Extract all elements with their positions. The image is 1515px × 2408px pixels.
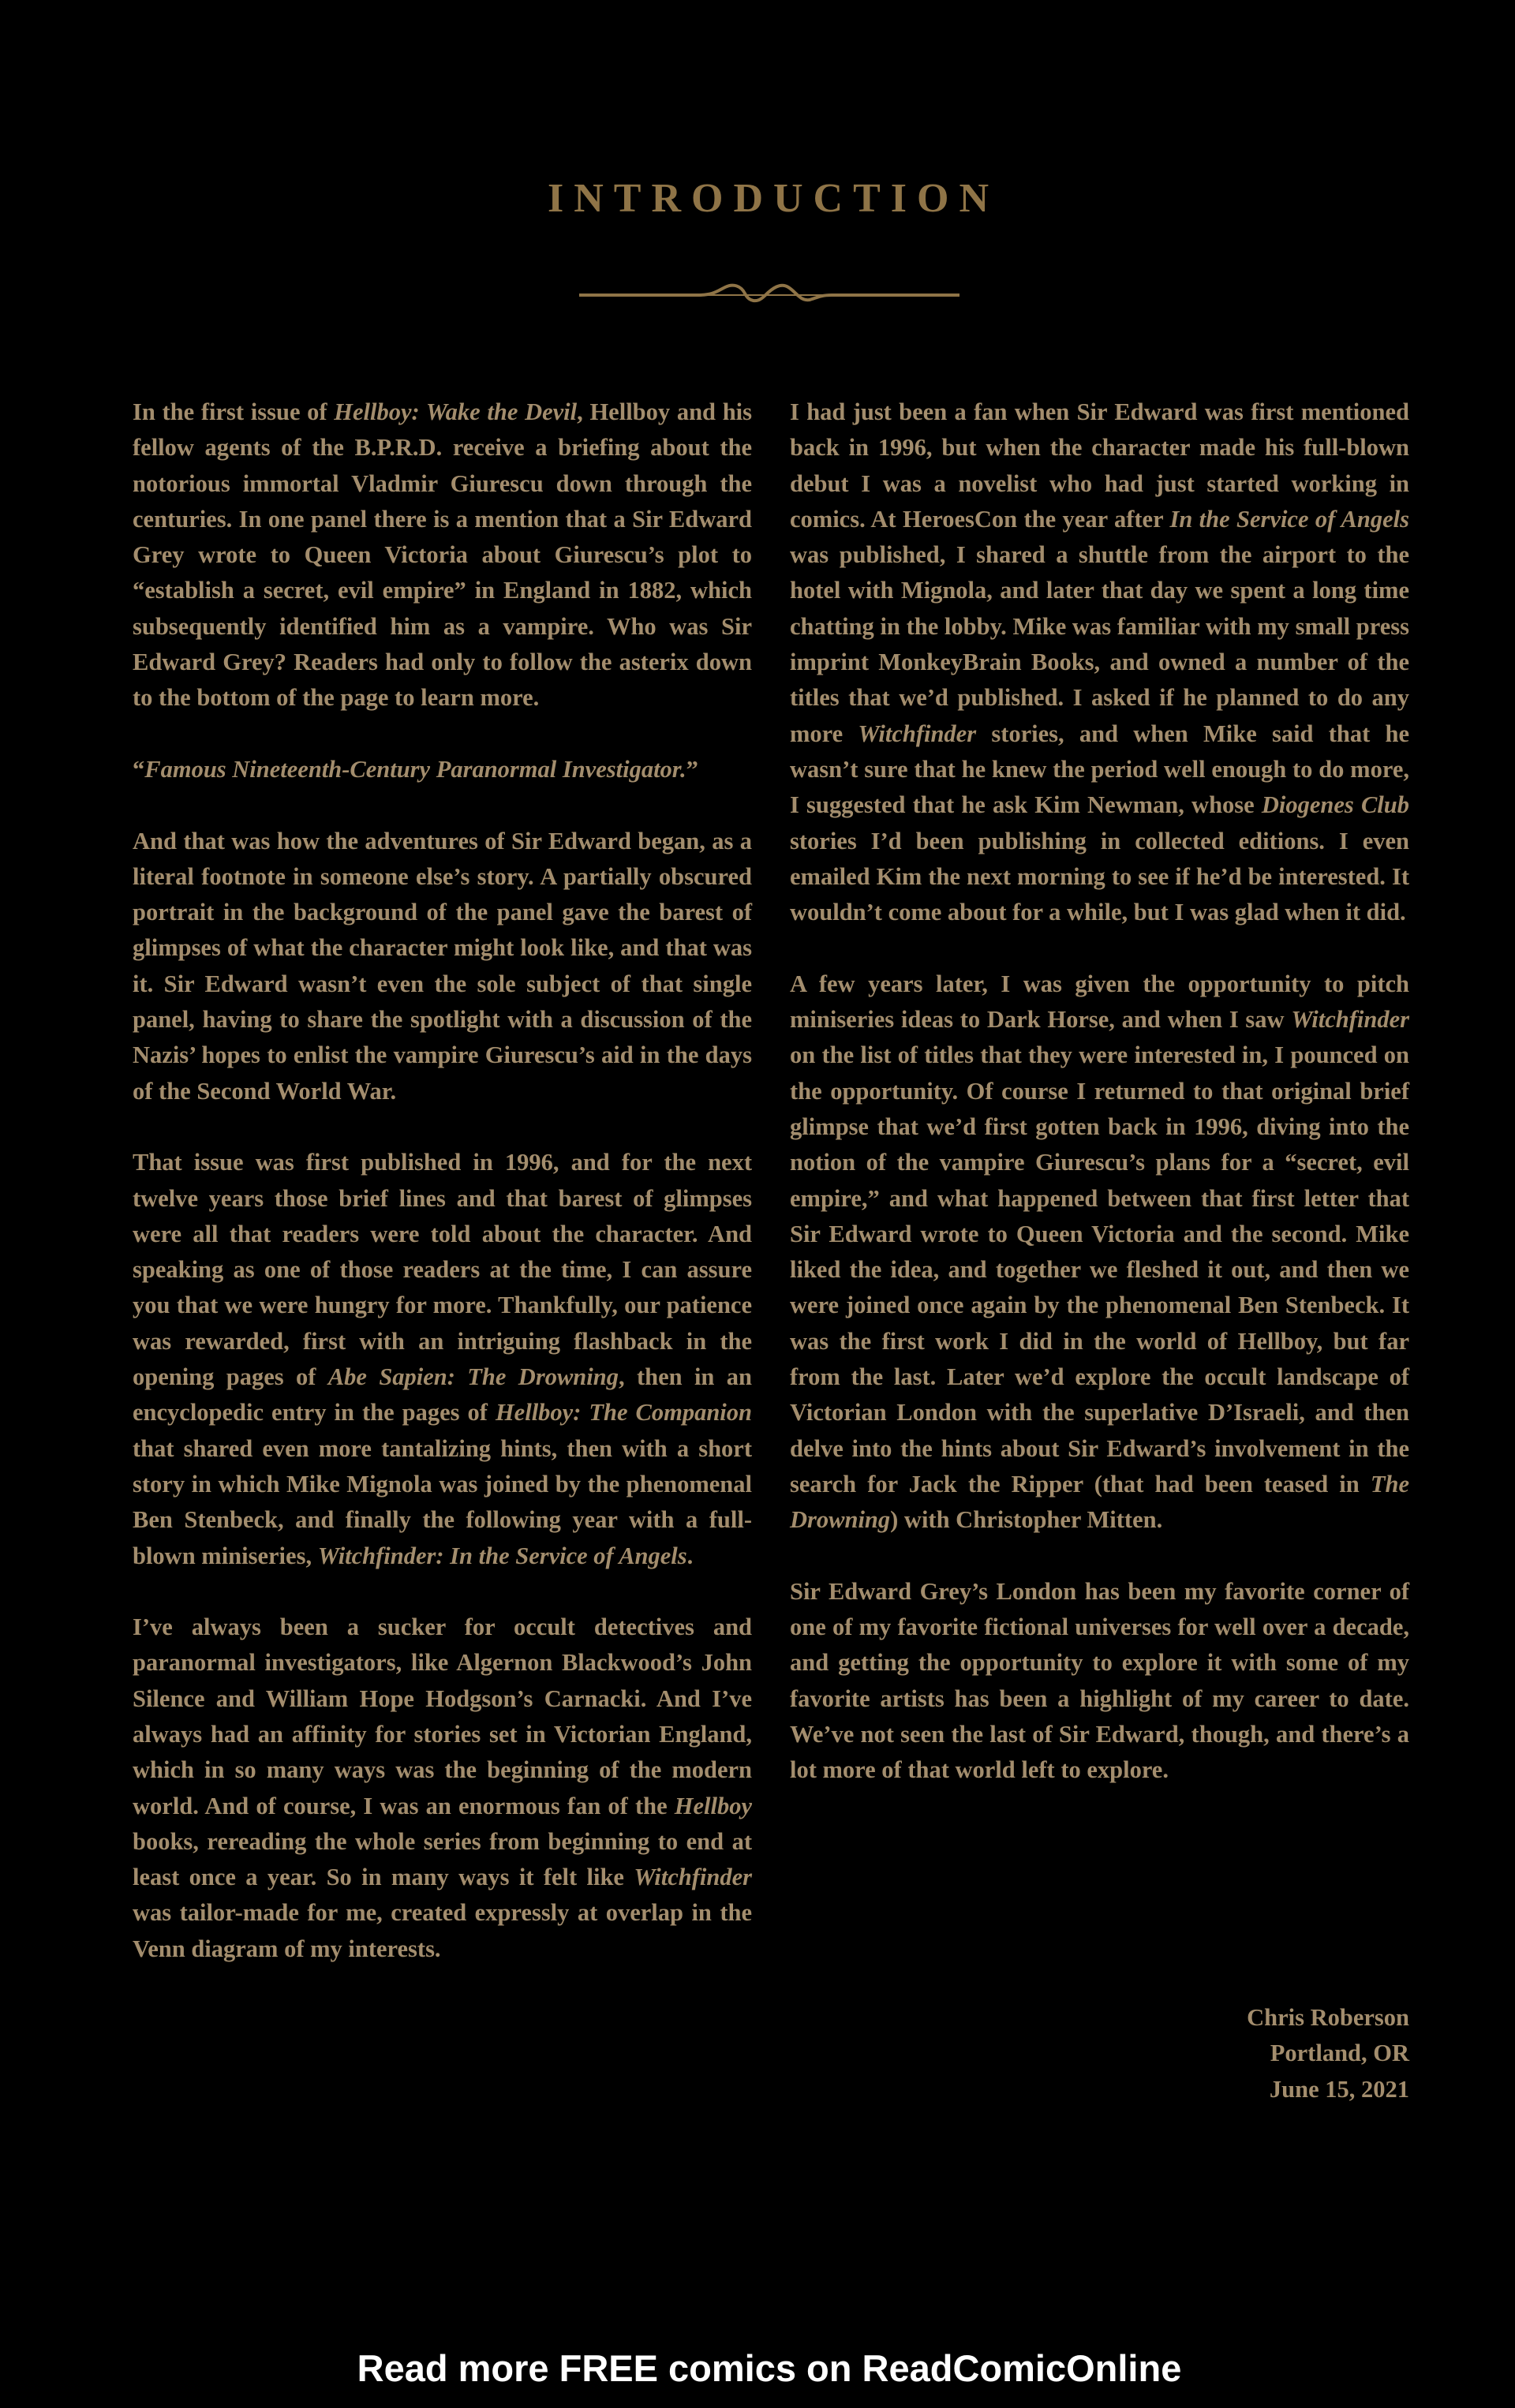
italic-title-text: Abe Sapien: The Drowning	[327, 1363, 619, 1391]
paragraph	[133, 1145, 752, 1574]
paragraph-text: “	[133, 755, 145, 783]
paragraph-text: ) with Christopher Mitten.	[890, 1506, 1163, 1534]
italic-title-text: Hellboy: Wake the Devil	[334, 398, 578, 425]
paragraph-text: In the first issue of	[133, 398, 335, 425]
italic-title-text: Famous Nineteenth-Century Paranormal Investigator.	[144, 755, 686, 783]
italic-title-text: Witchfinder	[1291, 1006, 1409, 1034]
author-location: Portland, OR	[1270, 2040, 1409, 2067]
author-name: Chris Roberson	[1247, 2004, 1409, 2031]
italic-title-text: Diogenes Club	[1261, 791, 1409, 819]
paragraph-text: was published, I shared a shuttle from the airport to the hotel with Mignola, and later that day we spent a long time chatting in the lobby. Mike was familiar with my small press imprint MonkeyBrain Books, and owned a number of the titles that we’d published. I asked if he planned to do any more	[790, 541, 1409, 747]
paragraph-text: I had just been a fan when Sir Edward was first mentioned back in 1996, but when the character made his full-blown debut I was a novelist who had just started working in comics. At HeroesCon the year after	[790, 398, 1409, 533]
footer-banner-link[interactable]: Read more FREE comics on ReadComicOnline	[357, 2347, 1182, 2389]
paragraph	[790, 1574, 1409, 1789]
italic-title-text: Witchfinder	[634, 1864, 752, 1891]
italic-title-text: Hellboy	[674, 1792, 752, 1819]
paragraph-text: A few years later, I was given the opportunity to pitch miniseries ideas to Dark Horse, and when I saw	[790, 970, 1409, 1034]
paragraph	[790, 967, 1409, 1539]
paragraph-text: .	[686, 1542, 694, 1569]
paragraph-text: , Hellboy and his fellow agents of the B.P.R.D. receive a briefing about the notorious immortal Vladmir Giurescu down through the centuries. In one panel there is a mention that a Sir Edward Grey wrote to Queen Victoria about Giurescu’s plot to “establish a secret, evil empire” in England in 1882, which subsequently identified him as a vampire. Who was Sir Edward Grey? Readers had only to follow the asterix down to the bottom of the page to learn more.	[133, 398, 752, 712]
paragraph-text: , then in an encyclopedic entry in the pages of	[133, 1363, 752, 1426]
paragraph	[133, 824, 752, 1109]
paragraph-text: was tailor-made for me, created expressly at overlap in the Venn diagram of my interests.	[133, 1899, 752, 1962]
paragraph-text: on the list of titles that they were interested in, I pounced on the opportunity. Of course I returned to that original brief glimpse that we’d first gotten back in 1996, diving into the notion of the vampire Giurescu’s plans for a “secret, evil empire,” and what happened between that first letter that Sir Edward wrote to Queen Victoria and the second. Mike liked the idea, and together we fleshed it out, and then we were joined once again by the phenomenal Ben Stenbeck. It was the first work I did in the world of Hellboy, but far from the last. Later we’d explore the occult landscape of Victorian London with the superlative D’Israeli, and then delve into the hints about Sir Edward’s involvement in the search for Jack the Ripper (that had been teased in	[790, 1041, 1409, 1498]
paragraph	[790, 394, 1409, 930]
signature-block	[790, 2000, 1409, 2107]
right-column	[790, 394, 1409, 1789]
signature-date: June 15, 2021	[1269, 2075, 1409, 2103]
paragraph-text: ”	[686, 755, 698, 783]
paragraph	[133, 752, 752, 787]
paragraph	[133, 394, 752, 716]
paragraph-text: I’ve always been a sucker for occult detectives and paranormal investigators, like Algernon Blackwood’s John Silence and William Hope Hodgson’s Carnacki. And I’ve always had an affinity for stories set in Victorian England, which in so many ways was the beginning of the modern world. And of course, I was an enormous fan of the	[133, 1613, 752, 1819]
paragraph-text: stories I’d been publishing in collected editions. I even emailed Kim the next morning to see if he’d be interested. It wouldn’t come about for a while, but I was glad when it did.	[790, 827, 1409, 926]
italic-title-text: Witchfinder	[858, 720, 977, 747]
left-column	[133, 394, 752, 1967]
italic-title-text: The Drowning	[790, 1470, 1409, 1534]
paragraph-text: that shared even more tantalizing hints, then with a short story in which Mike Mignola was joined by the phenomenal Ben Stenbeck, and finally the following year with a full-blown miniseries,	[133, 1434, 752, 1569]
italic-title-text: In the Service of Angels	[1169, 505, 1409, 533]
flourish-ornament-icon	[579, 278, 960, 312]
paragraph-text: stories, and when Mike said that he wasn’t sure that he knew the period well enough to do more, I suggested that he ask Kim Newman, whose	[790, 720, 1409, 819]
paragraph-text: Sir Edward Grey’s London has been my favorite corner of one of my favorite fictional universes for well over a decade, and getting the opportunity to explore it with some of my favorite artists has been a highlight of my career to date. We’ve not seen the last of Sir Edward, though, and there’s a lot more of that world left to explore.	[790, 1577, 1409, 1784]
page-title: INTRODUCTION	[547, 176, 1000, 221]
paragraph-text: books, rereading the whole series from beginning to end at least once a year. So in many ways it felt like	[133, 1827, 752, 1891]
paragraph-text: And that was how the adventures of Sir Edward began, as a literal footnote in someone else’s story. A partially obscured portrait in the background of the panel gave the barest of glimpses of what the character might look like, and that was it. Sir Edward wasn’t even the sole subject of that single panel, having to share the spotlight with a discussion of the Nazis’ hopes to enlist the vampire Giurescu’s aid in the days of the Second World War.	[133, 827, 752, 1105]
paragraph-text: That issue was first published in 1996, and for the next twelve years those brief lines and that barest of glimpses were all that readers were told about the character. And speaking as one of those readers at the time, I can assure you that we were hungry for more. Thankfully, our patience was rewarded, first with an intriguing flashback in the opening pages of	[133, 1149, 752, 1391]
paragraph	[133, 1610, 752, 1967]
italic-title-text: Witchfinder: In the Service of Angels	[317, 1542, 687, 1569]
italic-title-text: Hellboy: The Companion	[495, 1399, 752, 1426]
